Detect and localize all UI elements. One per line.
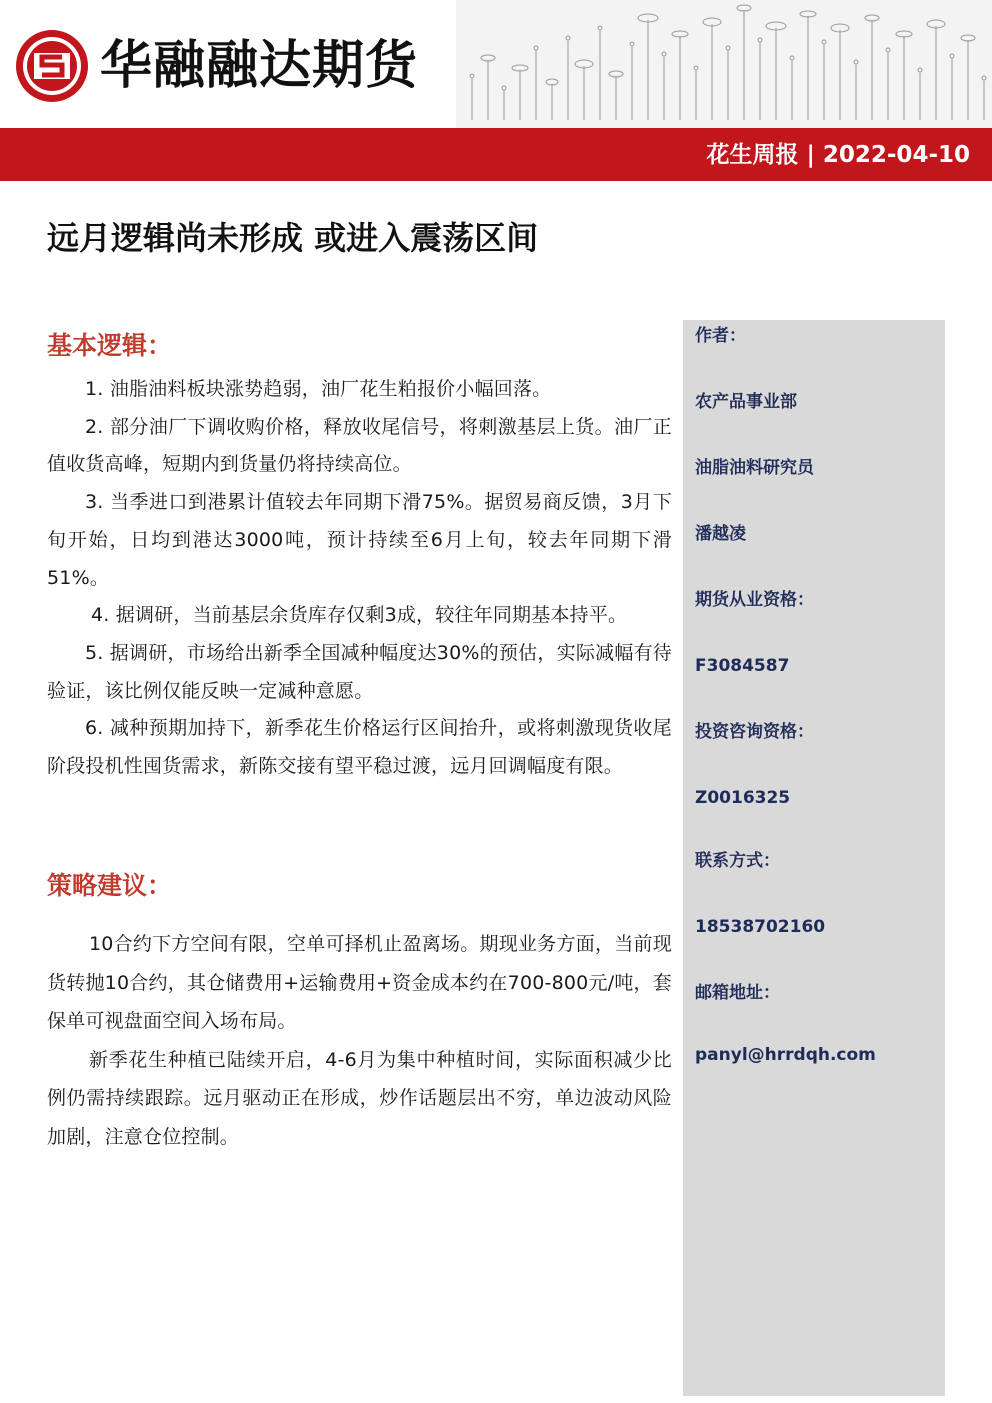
contact-label: 联系方式：: [695, 851, 780, 871]
report-title: 远月逻辑尚未形成 或进入震荡区间: [47, 219, 539, 257]
strategy-paragraph-1: 10合约下方空间有限，空单可择机止盈离场。期现业务方面，当前现货转抛10合约，其仓储费用+运输费用+资金成本约在700-800元/吨，套保单可视盘面空间入场布局。: [47, 933, 672, 1032]
contact-phone: 18538702160: [695, 917, 826, 937]
basic-logic-body: [47, 371, 672, 786]
logic-paragraph-5: 5. 据调研，市场给出新季全国减种幅度达30%的预估，实际减幅有待验证，该比例仅能反映一定减种意愿。: [47, 641, 672, 702]
email-label: 邮箱地址：: [695, 983, 780, 1003]
basic-logic-heading: 基本逻辑：: [47, 331, 173, 360]
logic-paragraph-4: 4. 据调研，当前基层余货库存仅剩3成，较往年同期基本持平。: [91, 604, 628, 627]
logic-paragraph-6: 6. 减种预期加持下，新季花生价格运行区间抬升，或将刺激现货收尾阶段投机性囤货需求，新陈交接有望平稳过渡，远月回调幅度有限。: [47, 717, 672, 778]
report-date: 2022-04-10: [822, 142, 970, 168]
header-decorative-graphic: [456, 0, 992, 128]
logic-paragraph-2: 2. 部分油厂下调收购价格，释放收尾信号，将刺激基层上货。油厂正值收货高峰，短期内到货量仍将持续高位。: [47, 415, 672, 476]
author-name: 潘越凌: [695, 524, 746, 544]
logic-paragraph-3: 3. 当季进口到港累计值较去年同期下滑75%。据贸易商反馈，3月下旬开始，日均到港达3000吨，预计持续至6月上旬，较去年同期下滑51%。: [47, 491, 672, 589]
futures-qualification-number: F3084587: [695, 656, 790, 676]
report-tag: [706, 133, 970, 177]
logic-paragraph-1: 1. 油脂油料板块涨势趋弱，油厂花生粕报价小幅回落。: [85, 378, 552, 400]
advisory-qualification-label: 投资咨询资格：: [695, 722, 814, 742]
report-tag-separator: |: [806, 142, 815, 168]
futures-qualification-label: 期货从业资格：: [695, 590, 814, 610]
author-label: 作者：: [695, 326, 746, 346]
author-department: 农产品事业部: [695, 392, 797, 412]
strategy-paragraph-2: 新季花生种植已陆续开启，4-6月为集中种植时间，实际面积减少比例仍需持续跟踪。远月驱动正在形成，炒作话题层出不穷，单边波动风险加剧，注意仓位控制。: [47, 1048, 672, 1148]
email-address: panyl@hrrdqh.com: [695, 1045, 876, 1065]
strategy-body: [47, 925, 672, 1156]
report-type: 花生周报: [706, 142, 799, 168]
author-position: 油脂油料研究员: [695, 458, 814, 478]
advisory-qualification-number: Z0016325: [695, 788, 791, 808]
company-name: 华融融达期货: [100, 35, 419, 96]
strategy-heading: 策略建议：: [47, 871, 173, 900]
company-logo-icon: [12, 26, 92, 106]
